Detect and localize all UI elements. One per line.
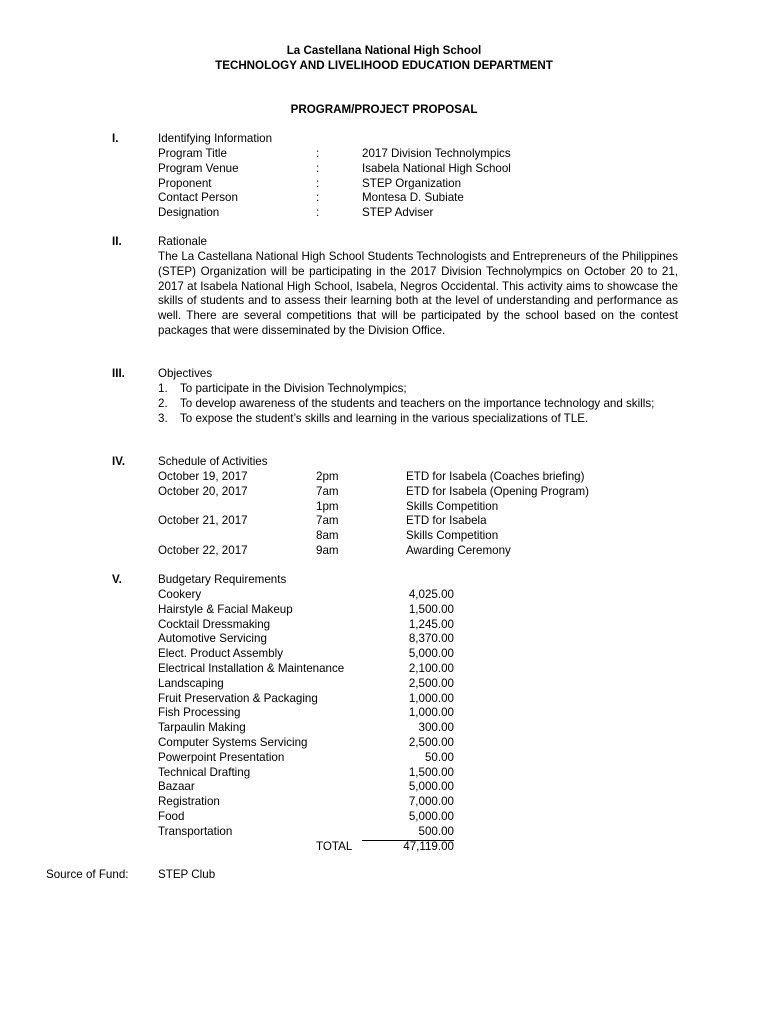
list-item xyxy=(158,382,678,397)
schedule-time: 9am xyxy=(316,543,339,557)
budget-amount: 8,370.00 xyxy=(408,632,454,646)
budget-item: Technical Drafting xyxy=(158,765,251,779)
objectives-list xyxy=(158,382,678,426)
schedule-row xyxy=(158,500,678,515)
school-name: La Castellana National High School xyxy=(286,44,482,57)
field-label: Proponent xyxy=(158,176,212,190)
budget-row xyxy=(158,825,678,840)
total-label: TOTAL xyxy=(316,839,353,853)
budget-row xyxy=(158,603,678,618)
budget-item: Registration xyxy=(158,795,220,809)
budget-amount: 5,000.00 xyxy=(408,809,454,823)
budget-row xyxy=(158,736,678,751)
budget-row xyxy=(158,677,678,692)
budget-amount: 5,000.00 xyxy=(408,780,454,794)
schedule-row xyxy=(158,485,678,500)
budget-item: Fish Processing xyxy=(158,706,241,720)
schedule-activity: ETD for Isabela (Coaches briefing) xyxy=(406,470,585,483)
fund-label: Source of Fund: xyxy=(46,868,129,881)
budget-amount: 2,500.00 xyxy=(408,676,454,690)
field-label: Contact Person xyxy=(158,191,238,205)
field-label: Designation xyxy=(158,206,220,220)
identifying-row xyxy=(158,206,678,221)
budget-item: Landscaping xyxy=(158,676,224,690)
schedule-activity: ETD for Isabela xyxy=(406,514,487,528)
field-value: 2017 Division Technolympics xyxy=(362,147,511,160)
budget-item: Cocktail Dressmaking xyxy=(158,617,271,631)
budget-row xyxy=(158,721,678,736)
item-number: 3. xyxy=(158,411,168,425)
underlined-amount: 500.00 xyxy=(362,825,454,841)
item-number: 1. xyxy=(158,382,168,395)
schedule-activity: Awarding Ceremony xyxy=(406,543,511,557)
budget-item: Automotive Servicing xyxy=(158,632,267,646)
budget-amount: 5,000.00 xyxy=(408,647,454,661)
budget-item: Fruit Preservation & Packaging xyxy=(158,691,318,705)
budget-amount xyxy=(362,825,454,841)
field-colon: : xyxy=(316,206,320,220)
field-value: STEP Adviser xyxy=(362,206,434,220)
section-number: I. xyxy=(112,132,119,145)
identifying-row xyxy=(158,147,678,162)
budget-amount: 1,500.00 xyxy=(408,765,454,779)
budget-table xyxy=(158,588,678,854)
budget-item: Computer Systems Servicing xyxy=(158,735,308,749)
budget-total-row xyxy=(158,840,678,855)
budget-amount: 2,100.00 xyxy=(408,661,454,675)
budget-item: Electrical Installation & Maintenance xyxy=(158,661,345,675)
budget-row xyxy=(158,692,678,707)
field-colon: : xyxy=(316,161,320,175)
schedule-time: 7am xyxy=(316,514,339,528)
schedule-date: October 21, 2017 xyxy=(158,514,248,528)
budget-amount: 7,000.00 xyxy=(408,795,454,809)
field-colon: : xyxy=(316,147,320,160)
identifying-row xyxy=(158,191,678,206)
budget-item: Tarpaulin Making xyxy=(158,721,246,735)
field-value: STEP Organization xyxy=(362,176,462,190)
budget-row xyxy=(158,780,678,795)
budget-item: Elect. Product Assembly xyxy=(158,647,284,661)
item-text: To participate in the Division Technolympics; xyxy=(180,382,407,395)
fund-value: STEP Club xyxy=(158,868,216,881)
budget-row xyxy=(158,662,678,677)
section-heading: Budgetary Requirements xyxy=(158,573,287,586)
budget-item: Hairstyle & Facial Makeup xyxy=(158,602,293,616)
budget-amount: 1,000.00 xyxy=(408,706,454,720)
schedule-date: October 19, 2017 xyxy=(158,470,248,483)
schedule-activity: Skills Competition xyxy=(406,499,499,513)
budget-amount: 50.00 xyxy=(424,750,454,764)
schedule-time: 1pm xyxy=(316,499,339,513)
budget-row xyxy=(158,588,678,603)
schedule-activity: Skills Competition xyxy=(406,529,499,543)
schedule-row xyxy=(158,529,678,544)
field-value: Isabela National High School xyxy=(362,161,511,175)
list-item xyxy=(158,397,678,412)
section-number: III. xyxy=(112,367,125,380)
budget-item: Bazaar xyxy=(158,780,195,794)
field-colon: : xyxy=(316,191,320,205)
schedule-time: 2pm xyxy=(316,470,339,483)
source-of-fund xyxy=(46,868,216,883)
budget-item: Cookery xyxy=(158,588,202,601)
budget-row xyxy=(158,706,678,721)
schedule-date: October 22, 2017 xyxy=(158,543,248,557)
field-label: Program Venue xyxy=(158,161,239,175)
budget-item: Powerpoint Presentation xyxy=(158,750,285,764)
total-amount: 47,119.00 xyxy=(403,839,454,853)
budget-item: Food xyxy=(158,809,185,823)
schedule-date: October 20, 2017 xyxy=(158,484,248,498)
identifying-row xyxy=(158,162,678,177)
budget-amount: 1,000.00 xyxy=(408,691,454,705)
section-number: IV. xyxy=(112,455,126,468)
field-colon: : xyxy=(316,176,320,190)
section-number: V. xyxy=(112,573,122,586)
schedule-row xyxy=(158,544,678,559)
budget-amount: 2,500.00 xyxy=(408,735,454,749)
budget-row xyxy=(158,810,678,825)
field-value: Montesa D. Subiate xyxy=(362,191,464,205)
identifying-table xyxy=(158,147,678,221)
schedule-time: 8am xyxy=(316,529,339,543)
section-number: II. xyxy=(112,235,122,248)
schedule-row xyxy=(158,470,678,485)
schedule-table xyxy=(158,470,678,559)
budget-row xyxy=(158,795,678,810)
budget-row xyxy=(158,647,678,662)
field-label: Program Title xyxy=(158,147,227,160)
department-name: TECHNOLOGY AND LIVELIHOOD EDUCATION DEPARTMENT xyxy=(215,59,553,72)
schedule-activity: ETD for Isabela (Opening Program) xyxy=(406,484,589,498)
budget-amount: 1,500.00 xyxy=(408,602,454,616)
budget-amount: 1,245.00 xyxy=(408,617,454,631)
item-text: To develop awareness of the students and teachers on the importance technology and skills; xyxy=(180,396,655,410)
item-number: 2. xyxy=(158,396,168,410)
list-item xyxy=(158,412,678,427)
schedule-time: 7am xyxy=(316,484,339,498)
item-text: To expose the student’s skills and learning in the various specializations of TLE. xyxy=(180,411,589,425)
budget-item: Transportation xyxy=(158,824,233,838)
section-heading: Objectives xyxy=(158,367,213,380)
document-title: PROGRAM/PROJECT PROPOSAL xyxy=(290,103,478,116)
section-heading: Rationale xyxy=(158,235,207,248)
budget-row xyxy=(158,618,678,633)
budget-row xyxy=(158,766,678,781)
section-heading: Identifying Information xyxy=(158,132,273,145)
budget-amount: 4,025.00 xyxy=(408,588,454,601)
schedule-row xyxy=(158,514,678,529)
document-header xyxy=(0,44,768,74)
identifying-row xyxy=(158,177,678,192)
budget-row xyxy=(158,751,678,766)
budget-row xyxy=(158,632,678,647)
section-heading: Schedule of Activities xyxy=(158,455,268,468)
rationale-paragraph: The La Castellana National High School Students Technologists and Entrepreneurs of the Philippines (STEP) Organization will be participating in the 2017 Division Technolympics on October 20 to 21, 2017 at Isabela National High School, Isabela, Negros Occidental. This activity aims to showcase the skills of students and to assess their learning both at the level of understanding and performance as well. There are several competitions that will be participated by the school based on the contest packages that were disseminated by the Division Office. xyxy=(158,250,678,337)
budget-amount: 300.00 xyxy=(418,721,454,735)
